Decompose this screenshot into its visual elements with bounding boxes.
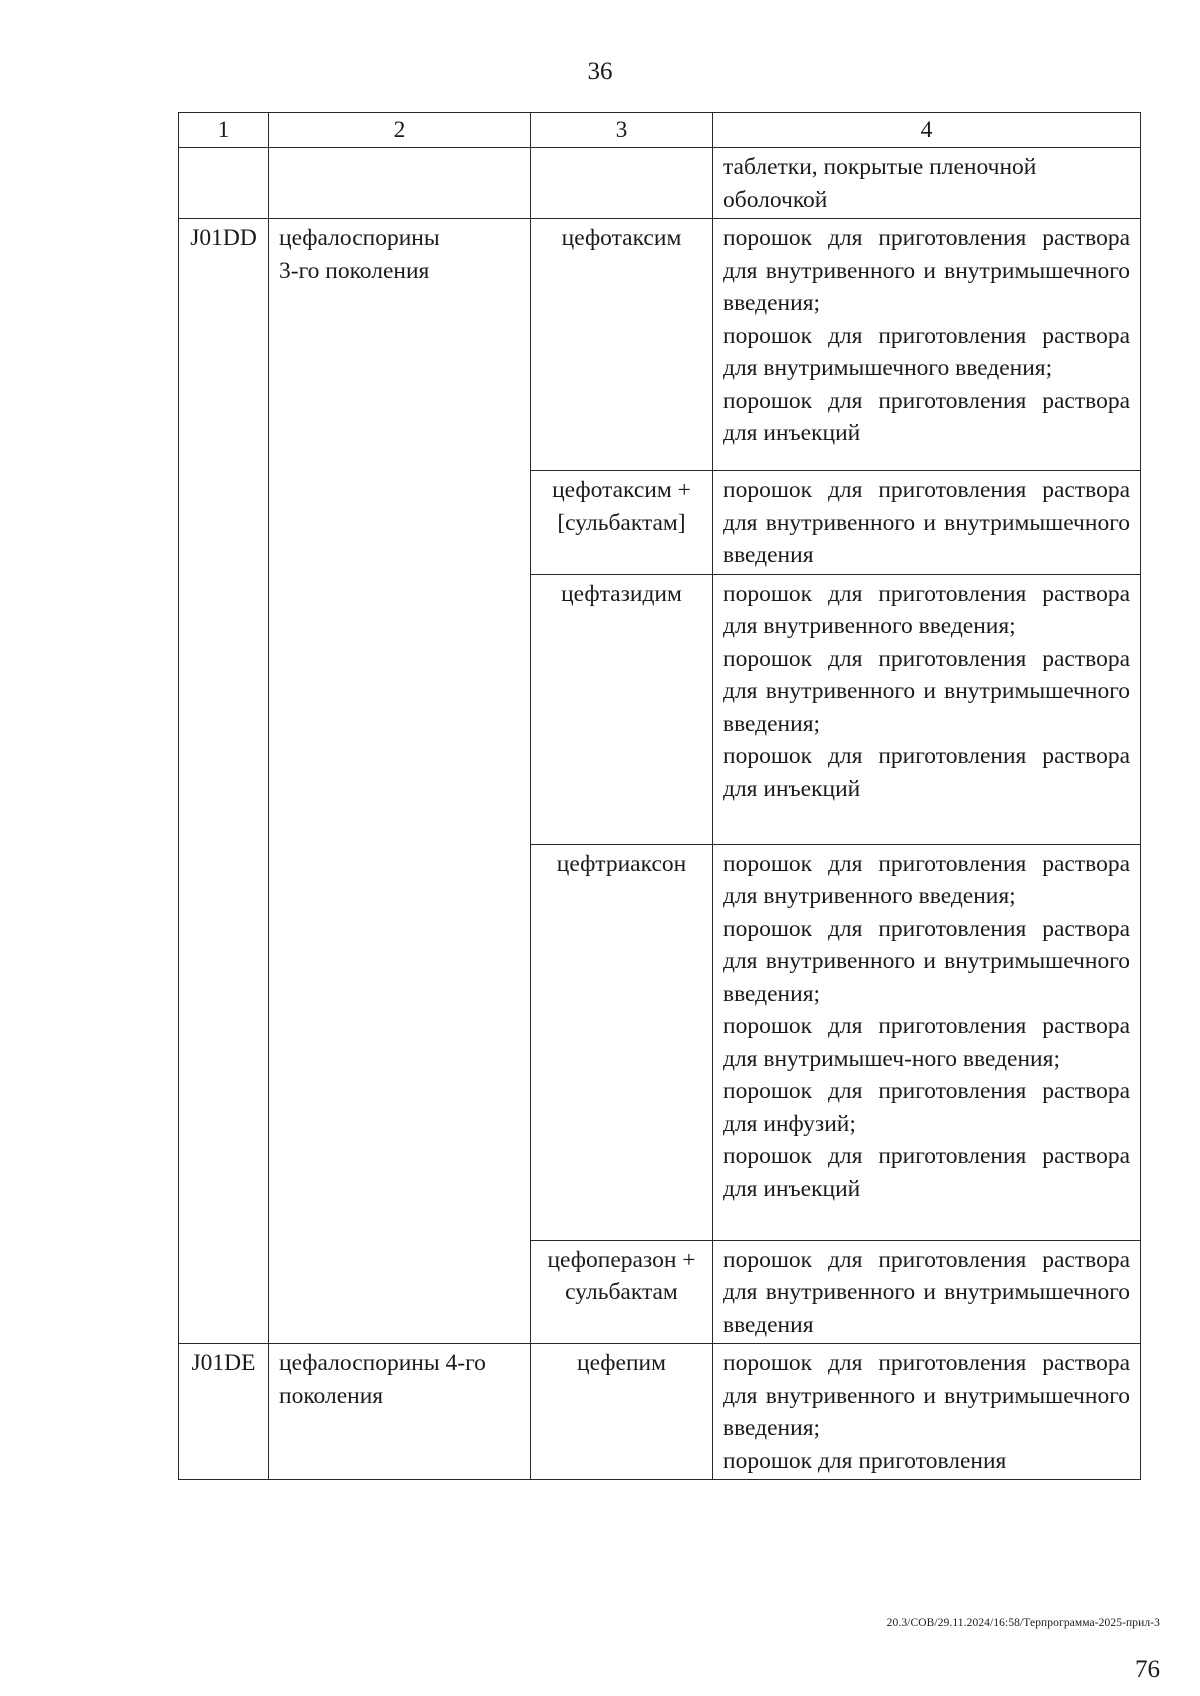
dosage-form-cell xyxy=(713,1344,1141,1480)
dosage-form-text: порошок для приготовления раствора для внутривенного и внутримышечного введения; xyxy=(723,225,1130,316)
group-name-line: цефалоспорины 4-го xyxy=(279,1350,486,1376)
dosage-form-text: порошок для приготовления раствора для внутривенного и внутримышечного введения xyxy=(723,477,1130,568)
document-footer-code: 20.3/СОВ/29.11.2024/16:58/Терпрограмма-2025-прил-3 xyxy=(886,1617,1160,1629)
drug-name-line: цефтриаксон xyxy=(556,850,687,877)
atc-code-cell: J01DD xyxy=(179,219,269,1344)
drug-name-cell xyxy=(531,1344,713,1480)
page-number: 36 xyxy=(587,58,613,85)
column-number-1: 1 xyxy=(179,113,269,148)
atc-code-cell: J01DE xyxy=(179,1344,269,1480)
group-name-line: цефалоспорины xyxy=(279,225,440,251)
dosage-form-cell xyxy=(713,219,1141,471)
drug-name-line: цефотаксим xyxy=(561,225,682,251)
drug-name-line: сульбактам xyxy=(565,1279,678,1305)
dosage-form-text: порошок для приготовления xyxy=(723,1447,1007,1474)
dosage-form-text: порошок для приготовления раствора для инъекций xyxy=(723,387,1130,446)
table-row xyxy=(179,148,1141,219)
drug-name-cell xyxy=(531,574,713,844)
dosage-form-cell xyxy=(713,148,1141,219)
drug-name-cell xyxy=(531,471,713,575)
column-number-3: 3 xyxy=(531,113,713,148)
drug-name-line: цефотаксим + xyxy=(552,477,691,503)
dosage-form-line: таблетки, покрытые пленочной xyxy=(723,154,1037,180)
table-row xyxy=(179,219,1141,471)
dosage-form-cell xyxy=(713,1240,1141,1344)
atc-group-name-cell xyxy=(269,219,531,1344)
dosage-form-text: порошок для приготовления раствора для внутривенного введения; xyxy=(723,850,1130,909)
dosage-form-text: порошок для приготовления раствора для внутривенного и внутримышечного введения xyxy=(723,1246,1130,1338)
column-number-4: 4 xyxy=(713,113,1141,148)
dosage-form-line: оболочкой xyxy=(723,186,828,213)
medication-table xyxy=(178,112,1141,1480)
dosage-form-text: порошок для приготовления раствора для инфузий; xyxy=(723,1078,1130,1137)
drug-name-line: цефепим xyxy=(577,1350,666,1376)
dosage-form-text: порошок для приготовления раствора для внутримышеч-ного введения; xyxy=(723,1013,1130,1072)
atc-group-name-cell xyxy=(269,1344,531,1480)
drug-name-line: цефоперазон + xyxy=(547,1246,696,1273)
group-name-line: 3-го поколения xyxy=(279,257,430,284)
dosage-form-cell xyxy=(713,844,1141,1240)
table-row xyxy=(179,1344,1141,1480)
drug-name-cell xyxy=(531,844,713,1240)
column-number-2: 2 xyxy=(269,113,531,148)
drug-name-line: цефтазидим xyxy=(561,580,682,607)
drug-name-cell xyxy=(531,219,713,471)
table-header-row xyxy=(179,113,1141,148)
dosage-form-text: порошок для приготовления раствора для инъекций xyxy=(723,1143,1130,1202)
drug-name-line: [сульбактам] xyxy=(557,509,686,536)
dosage-form-text: порошок для приготовления раствора для инъекций xyxy=(723,743,1130,802)
dosage-form-text: порошок для приготовления раствора для внутривенного введения; xyxy=(723,580,1130,639)
dosage-form-text: порошок для приготовления раствора для внутривенного и внутримышечного введения; xyxy=(723,645,1130,737)
dosage-form-cell xyxy=(713,471,1141,575)
dosage-form-text: порошок для приготовления раствора для внутривенного и внутримышечного введения; xyxy=(723,1350,1130,1441)
sheet-number: 76 xyxy=(1135,1656,1160,1683)
drug-name-cell xyxy=(531,1240,713,1344)
dosage-form-text: порошок для приготовления раствора для внутримышечного введения; xyxy=(723,322,1130,381)
group-name-line: поколения xyxy=(279,1382,384,1409)
dosage-form-cell xyxy=(713,574,1141,844)
dosage-form-text: порошок для приготовления раствора для внутривенного и внутримышечного введения; xyxy=(723,915,1130,1007)
